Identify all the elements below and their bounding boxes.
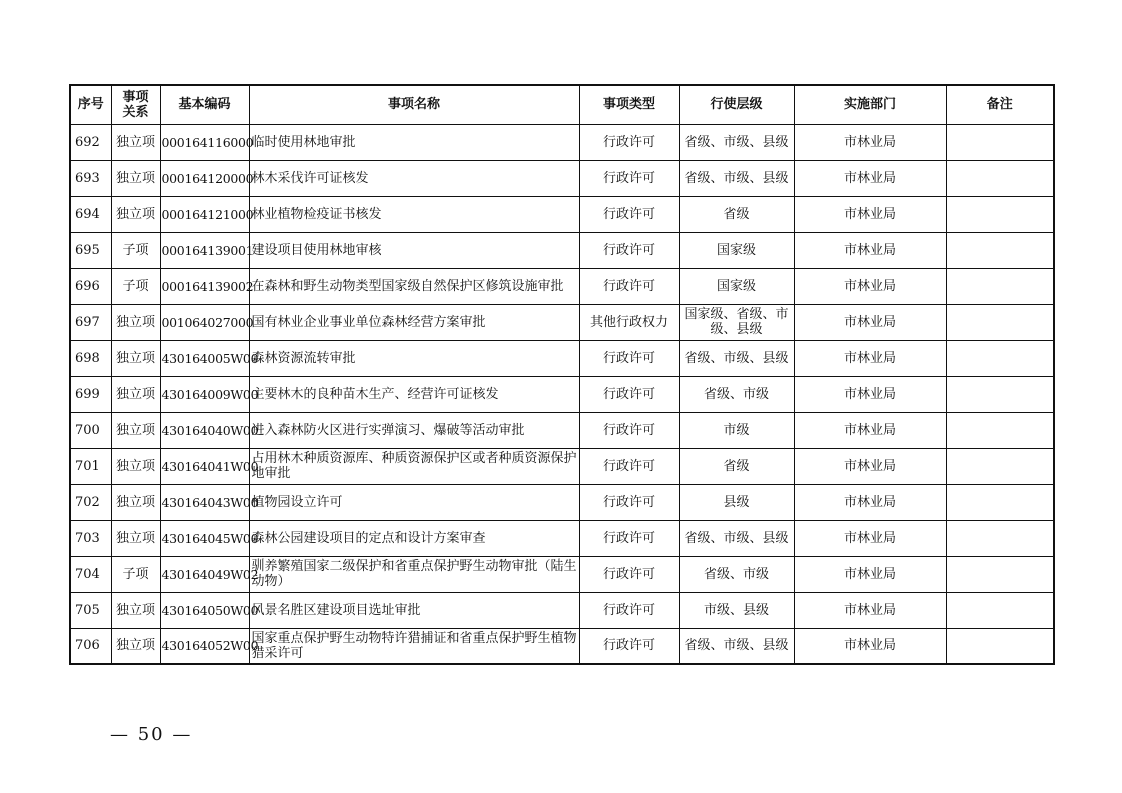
cell-relation: 独立项 (111, 412, 160, 448)
cell-note (946, 232, 1054, 268)
cell-name: 驯养繁殖国家二级保护和省重点保护野生动物审批（陆生动物） (249, 556, 579, 592)
cell-type: 行政许可 (579, 556, 679, 592)
cell-code: 430164043W00 (160, 484, 249, 520)
cell-code: 430164050W00 (160, 592, 249, 628)
table-body (70, 124, 1054, 664)
table-row (70, 376, 1054, 412)
cell-seq: 700 (70, 412, 111, 448)
cell-seq: 699 (70, 376, 111, 412)
cell-name: 进入森林防火区进行实弹演习、爆破等活动审批 (249, 412, 579, 448)
cell-code: 430164049W02 (160, 556, 249, 592)
page-number: — 50 — (110, 724, 193, 745)
cell-level: 国家级、省级、市级、县级 (679, 304, 794, 340)
cell-note (946, 520, 1054, 556)
cell-note (946, 484, 1054, 520)
cell-type: 行政许可 (579, 196, 679, 232)
cell-name: 森林公园建设项目的定点和设计方案审查 (249, 520, 579, 556)
cell-seq: 696 (70, 268, 111, 304)
cell-relation: 独立项 (111, 304, 160, 340)
table-header-row (70, 85, 1054, 124)
cell-relation: 独立项 (111, 592, 160, 628)
cell-type: 行政许可 (579, 124, 679, 160)
cell-dept: 市林业局 (794, 520, 946, 556)
cell-name: 森林资源流转审批 (249, 340, 579, 376)
cell-relation: 子项 (111, 556, 160, 592)
cell-dept: 市林业局 (794, 448, 946, 484)
cell-level: 省级、市级 (679, 376, 794, 412)
table-row (70, 160, 1054, 196)
table-row (70, 520, 1054, 556)
header-name: 事项名称 (249, 85, 579, 124)
cell-name: 国有林业企业事业单位森林经营方案审批 (249, 304, 579, 340)
cell-level: 省级、市级、县级 (679, 628, 794, 664)
cell-level: 省级、市级、县级 (679, 520, 794, 556)
cell-dept: 市林业局 (794, 376, 946, 412)
cell-note (946, 376, 1054, 412)
table-row (70, 556, 1054, 592)
cell-seq: 706 (70, 628, 111, 664)
cell-dept: 市林业局 (794, 232, 946, 268)
cell-level: 省级、市级、县级 (679, 160, 794, 196)
header-level: 行使层级 (679, 85, 794, 124)
cell-seq: 703 (70, 520, 111, 556)
cell-type: 行政许可 (579, 412, 679, 448)
cell-seq: 694 (70, 196, 111, 232)
cell-seq: 695 (70, 232, 111, 268)
cell-note (946, 628, 1054, 664)
cell-type: 行政许可 (579, 160, 679, 196)
cell-relation: 独立项 (111, 124, 160, 160)
header-code: 基本编码 (160, 85, 249, 124)
cell-code: 000164116000 (160, 124, 249, 160)
cell-relation: 独立项 (111, 448, 160, 484)
cell-level: 省级、市级、县级 (679, 340, 794, 376)
cell-name: 主要林木的良种苗木生产、经营许可证核发 (249, 376, 579, 412)
cell-level: 市级、县级 (679, 592, 794, 628)
cell-level: 国家级 (679, 268, 794, 304)
cell-note (946, 304, 1054, 340)
cell-level: 国家级 (679, 232, 794, 268)
cell-code: 430164005W00 (160, 340, 249, 376)
cell-type: 行政许可 (579, 628, 679, 664)
table-row (70, 484, 1054, 520)
cell-relation: 子项 (111, 232, 160, 268)
cell-dept: 市林业局 (794, 628, 946, 664)
cell-note (946, 124, 1054, 160)
cell-level: 省级 (679, 196, 794, 232)
cell-name: 植物园设立许可 (249, 484, 579, 520)
cell-seq: 704 (70, 556, 111, 592)
cell-code: 430164009W00 (160, 376, 249, 412)
table-row (70, 124, 1054, 160)
cell-level: 省级 (679, 448, 794, 484)
cell-note (946, 448, 1054, 484)
cell-name: 临时使用林地审批 (249, 124, 579, 160)
cell-level: 市级 (679, 412, 794, 448)
cell-dept: 市林业局 (794, 340, 946, 376)
cell-relation: 独立项 (111, 160, 160, 196)
header-type: 事项类型 (579, 85, 679, 124)
cell-type: 行政许可 (579, 376, 679, 412)
cell-dept: 市林业局 (794, 592, 946, 628)
document-sheet (69, 84, 1053, 665)
cell-type: 行政许可 (579, 484, 679, 520)
cell-dept: 市林业局 (794, 160, 946, 196)
table-row (70, 232, 1054, 268)
cell-relation: 独立项 (111, 376, 160, 412)
cell-seq: 705 (70, 592, 111, 628)
cell-name: 林木采伐许可证核发 (249, 160, 579, 196)
cell-code: 000164139001 (160, 232, 249, 268)
table-row (70, 448, 1054, 484)
table-row (70, 268, 1054, 304)
cell-seq: 692 (70, 124, 111, 160)
header-dept: 实施部门 (794, 85, 946, 124)
cell-seq: 693 (70, 160, 111, 196)
cell-type: 行政许可 (579, 232, 679, 268)
cell-relation: 独立项 (111, 520, 160, 556)
cell-type: 行政许可 (579, 520, 679, 556)
cell-dept: 市林业局 (794, 268, 946, 304)
cell-code: 000164139002 (160, 268, 249, 304)
cell-name: 风景名胜区建设项目选址审批 (249, 592, 579, 628)
cell-code: 000164120000 (160, 160, 249, 196)
cell-note (946, 268, 1054, 304)
cell-relation: 子项 (111, 268, 160, 304)
cell-dept: 市林业局 (794, 484, 946, 520)
cell-dept: 市林业局 (794, 556, 946, 592)
cell-note (946, 592, 1054, 628)
cell-note (946, 196, 1054, 232)
header-note: 备注 (946, 85, 1054, 124)
cell-dept: 市林业局 (794, 124, 946, 160)
table-row (70, 628, 1054, 664)
table-row (70, 412, 1054, 448)
cell-note (946, 160, 1054, 196)
cell-relation: 独立项 (111, 196, 160, 232)
cell-code: 000164121000 (160, 196, 249, 232)
cell-type: 其他行政权力 (579, 304, 679, 340)
cell-code: 430164052W00 (160, 628, 249, 664)
table-row (70, 196, 1054, 232)
cell-type: 行政许可 (579, 340, 679, 376)
cell-code: 430164045W00 (160, 520, 249, 556)
cell-relation: 独立项 (111, 484, 160, 520)
cell-seq: 701 (70, 448, 111, 484)
cell-name: 在森林和野生动物类型国家级自然保护区修筑设施审批 (249, 268, 579, 304)
cell-level: 省级、市级、县级 (679, 124, 794, 160)
cell-code: 430164040W00 (160, 412, 249, 448)
cell-level: 县级 (679, 484, 794, 520)
cell-code: 001064027000 (160, 304, 249, 340)
cell-code: 430164041W00 (160, 448, 249, 484)
cell-type: 行政许可 (579, 448, 679, 484)
cell-seq: 702 (70, 484, 111, 520)
cell-note (946, 412, 1054, 448)
cell-note (946, 556, 1054, 592)
cell-name: 林业植物检疫证书核发 (249, 196, 579, 232)
table-row (70, 340, 1054, 376)
table-row (70, 304, 1054, 340)
cell-name: 国家重点保护野生动物特许猎捕证和省重点保护野生植物猎采许可 (249, 628, 579, 664)
cell-level: 省级、市级 (679, 556, 794, 592)
cell-name: 建设项目使用林地审核 (249, 232, 579, 268)
header-seq: 序号 (70, 85, 111, 124)
cell-dept: 市林业局 (794, 412, 946, 448)
cell-relation: 独立项 (111, 340, 160, 376)
table-row (70, 592, 1054, 628)
cell-seq: 698 (70, 340, 111, 376)
cell-name: 占用林木种质资源库、种质资源保护区或者种质资源保护地审批 (249, 448, 579, 484)
items-table (69, 84, 1055, 665)
cell-note (946, 340, 1054, 376)
cell-seq: 697 (70, 304, 111, 340)
cell-relation: 独立项 (111, 628, 160, 664)
cell-type: 行政许可 (579, 592, 679, 628)
header-relation: 事项关系 (111, 85, 160, 124)
cell-type: 行政许可 (579, 268, 679, 304)
cell-dept: 市林业局 (794, 304, 946, 340)
cell-dept: 市林业局 (794, 196, 946, 232)
